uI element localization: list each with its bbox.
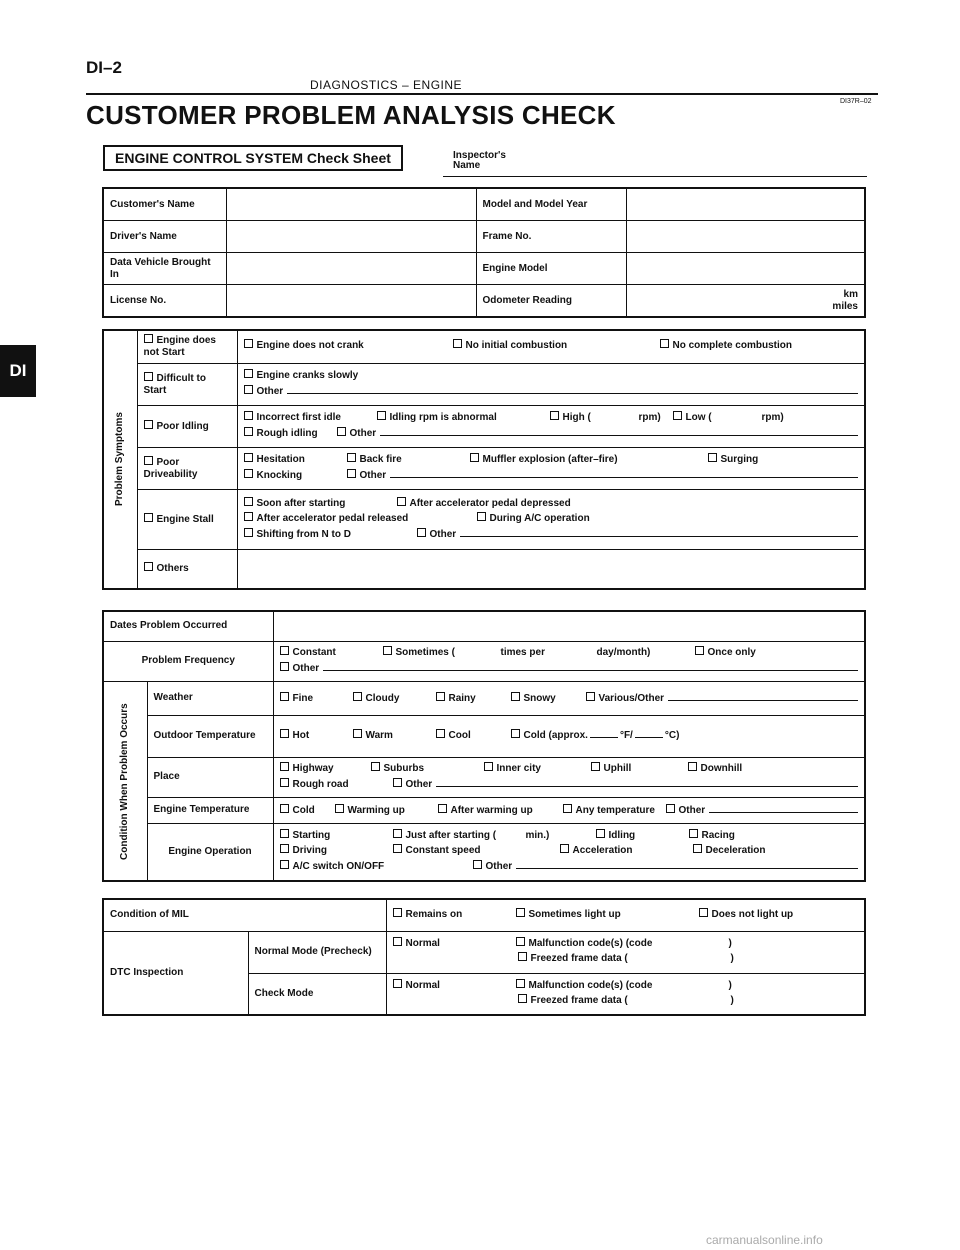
checkbox[interactable] <box>244 453 253 462</box>
option-label: Deceleration <box>705 845 766 857</box>
option-label: rpm) <box>761 412 784 423</box>
checkbox[interactable] <box>244 512 253 521</box>
option-label: Cloudy <box>365 692 400 704</box>
option-label: Sometimes ( <box>395 647 455 658</box>
checkbox[interactable] <box>280 778 289 787</box>
checkbox[interactable] <box>244 497 253 506</box>
checkbox[interactable] <box>660 339 669 348</box>
option-label: Others <box>156 563 189 575</box>
checkbox[interactable] <box>699 908 708 917</box>
option-label: Any temperature <box>575 804 655 816</box>
check-mode-label: Check Mode <box>248 973 386 1015</box>
checkbox[interactable] <box>393 937 402 946</box>
option-label: After accelerator pedal depressed <box>409 497 571 509</box>
option-label: Inner city <box>496 763 541 774</box>
checkbox[interactable] <box>693 844 702 853</box>
option-label: Normal <box>405 979 440 991</box>
checkbox[interactable] <box>383 646 392 655</box>
option-label: Other <box>485 861 513 873</box>
other-input-line[interactable] <box>516 859 858 869</box>
checkbox[interactable] <box>244 469 253 478</box>
option-label: ) <box>728 979 732 991</box>
option-label: Shifting from N to D <box>256 528 351 540</box>
frame-no-field[interactable] <box>626 221 865 253</box>
checkbox[interactable] <box>453 339 462 348</box>
engine-model-field[interactable] <box>626 253 865 285</box>
mil-dtc-table <box>102 898 866 1016</box>
condition-group-label: Condition When Problem Occurs <box>103 681 147 881</box>
option-label: High ( <box>562 412 591 423</box>
checkbox[interactable] <box>144 456 153 465</box>
option-label: Various/Other <box>598 692 665 704</box>
checkbox[interactable] <box>244 339 253 348</box>
difficult-to-start-option[interactable] <box>137 363 237 405</box>
option-label: Low ( <box>685 412 712 423</box>
page-title: CUSTOMER PROBLEM ANALYSIS CHECK <box>86 100 616 130</box>
checkbox[interactable] <box>280 729 289 738</box>
checkbox[interactable] <box>518 952 527 961</box>
option-label: Warming up <box>347 804 405 816</box>
checkbox[interactable] <box>688 762 697 771</box>
option-label: Malfunction code(s) (code <box>528 979 653 991</box>
option-label: Knocking <box>256 470 303 481</box>
option-label: After accelerator pedal released <box>256 512 409 524</box>
other-input-line[interactable] <box>390 468 858 478</box>
option-label: After warming up <box>450 804 533 816</box>
option-label: Other <box>349 428 377 439</box>
checkbox[interactable] <box>244 369 253 378</box>
other-input-line[interactable] <box>460 527 858 537</box>
option-label: Surging <box>720 454 759 465</box>
license-no-field[interactable] <box>226 285 476 318</box>
checkbox[interactable] <box>511 729 520 738</box>
checkbox[interactable] <box>244 427 253 436</box>
header-rule <box>86 93 878 95</box>
option-label: Poor Driveability <box>143 456 198 480</box>
license-no-label: License No. <box>103 285 226 318</box>
checkbox[interactable] <box>518 994 527 1003</box>
checkbox[interactable] <box>560 844 569 853</box>
option-label: Constant speed <box>405 845 481 857</box>
option-label: Other <box>256 386 284 397</box>
other-input-line[interactable] <box>287 384 858 394</box>
checkbox[interactable] <box>591 762 600 771</box>
conditions-table <box>102 610 866 882</box>
page-number: DI–2 <box>86 58 122 77</box>
option-label: Highway <box>292 763 334 774</box>
option-label: Sometimes light up <box>528 908 621 920</box>
date-brought-label: Data Vehicle Brought In <box>103 253 226 285</box>
checkbox[interactable] <box>280 662 289 671</box>
option-label: Other <box>292 663 320 674</box>
checkbox[interactable] <box>353 692 362 701</box>
option-label: Malfunction code(s) (code <box>528 938 653 949</box>
option-label: Rainy <box>448 692 476 704</box>
option-label: A/C switch ON/OFF <box>292 861 385 873</box>
checkbox[interactable] <box>689 829 698 838</box>
engine-stall-option[interactable] <box>137 489 237 549</box>
poor-driveability-option[interactable] <box>137 447 237 489</box>
problem-symptoms-label: Problem Symptoms <box>103 330 137 589</box>
checkbox[interactable] <box>144 372 153 381</box>
checkbox[interactable] <box>470 453 479 462</box>
checkbox[interactable] <box>438 804 447 813</box>
other-input-line[interactable] <box>436 777 858 787</box>
option-label: Other <box>405 779 433 790</box>
others-option[interactable] <box>137 549 237 589</box>
checkbox[interactable] <box>347 453 356 462</box>
option-label: Difficult to Start <box>143 372 206 396</box>
inspector-label: Inspector's Name <box>453 150 506 171</box>
driver-name-field[interactable] <box>226 221 476 253</box>
engine-operation-label: Engine Operation <box>147 823 273 881</box>
option-label: °C) <box>664 729 680 741</box>
option-label: Cool <box>448 729 471 741</box>
dates-problem-label: Dates Problem Occurred <box>103 611 273 641</box>
checkbox[interactable] <box>516 937 525 946</box>
checkbox[interactable] <box>708 453 717 462</box>
engine-does-not-start-option[interactable] <box>137 330 237 363</box>
option-label: Idling <box>608 830 636 842</box>
checkbox[interactable] <box>144 420 153 429</box>
option-label: Racing <box>701 830 735 842</box>
option-label: Constant <box>292 647 336 658</box>
option-label: ) <box>728 938 732 949</box>
option-label: Warm <box>365 729 393 741</box>
checkbox[interactable] <box>550 411 559 420</box>
checkbox[interactable] <box>144 513 153 522</box>
model-year-label: Model and Model Year <box>476 188 626 221</box>
checkbox[interactable] <box>511 692 520 701</box>
option-label: rpm) <box>638 412 661 423</box>
checkbox[interactable] <box>280 646 289 655</box>
checkbox[interactable] <box>393 908 402 917</box>
fahrenheit-input[interactable] <box>590 729 618 738</box>
checkbox[interactable] <box>393 778 402 787</box>
option-label: During A/C operation <box>489 512 590 524</box>
unit-km: km <box>843 288 858 300</box>
checkbox[interactable] <box>393 979 402 988</box>
option-label: day/month) <box>596 647 651 658</box>
option-label: Fine <box>292 692 314 704</box>
option-label: Soon after starting <box>256 497 346 509</box>
option-label: Normal <box>405 938 440 949</box>
checkbox[interactable] <box>436 729 445 738</box>
checkbox[interactable] <box>280 762 289 771</box>
option-label: Idling rpm is abnormal <box>389 412 497 423</box>
option-label: Downhill <box>700 763 743 774</box>
checkbox[interactable] <box>516 908 525 917</box>
checkbox[interactable] <box>695 646 704 655</box>
checkbox[interactable] <box>397 497 406 506</box>
option-label: Once only <box>707 647 756 658</box>
section-header: DIAGNOSTICS – ENGINE <box>310 78 463 92</box>
footer-watermark: carmanualsonline.info <box>706 1233 823 1247</box>
option-label: No complete combustion <box>672 340 792 352</box>
option-label: Other <box>429 528 457 540</box>
checkbox[interactable] <box>280 804 289 813</box>
dtc-inspection-label: DTC Inspection <box>103 931 248 1015</box>
checkbox[interactable] <box>393 844 402 853</box>
option-label: Engine does not Start <box>143 335 216 359</box>
checkbox[interactable] <box>377 411 386 420</box>
poor-idling-option[interactable] <box>137 405 237 447</box>
weather-label: Weather <box>147 681 273 715</box>
checkbox[interactable] <box>280 692 289 701</box>
model-year-field[interactable] <box>626 188 865 221</box>
checkbox[interactable] <box>280 829 289 838</box>
option-label: Other <box>359 470 387 481</box>
section-badge: DI <box>0 345 36 397</box>
inspector-name-line[interactable] <box>443 176 867 177</box>
option-label: ) <box>730 994 734 1006</box>
customer-info-table <box>102 187 866 318</box>
celsius-input[interactable] <box>635 729 663 738</box>
option-label: Poor Idling <box>156 420 209 432</box>
condition-of-mil-label: Condition of MIL <box>103 899 386 931</box>
problem-symptoms-table <box>102 329 866 590</box>
option-label: min.) <box>525 830 550 842</box>
option-label: Freezed frame data ( <box>530 953 628 964</box>
frame-no-label: Frame No. <box>476 221 626 253</box>
option-label: Engine cranks slowly <box>256 370 359 381</box>
checkbox[interactable] <box>280 844 289 853</box>
option-label: Starting <box>292 830 331 842</box>
checkbox[interactable] <box>666 804 675 813</box>
option-label: Hot <box>292 729 310 741</box>
option-label: Cold (approx. <box>523 729 588 741</box>
option-label: °F/ <box>619 729 633 741</box>
checkbox[interactable] <box>280 860 289 869</box>
other-input-line[interactable] <box>709 803 858 813</box>
engine-temperature-label: Engine Temperature <box>147 797 273 823</box>
checkbox[interactable] <box>516 979 525 988</box>
option-label: Does not light up <box>711 908 794 920</box>
checkbox[interactable] <box>393 829 402 838</box>
option-label: Freezed frame data ( <box>530 994 628 1006</box>
checkbox[interactable] <box>244 385 253 394</box>
checkbox[interactable] <box>335 804 344 813</box>
checkbox[interactable] <box>436 692 445 701</box>
option-label: times per <box>500 647 545 658</box>
normal-mode-label: Normal Mode (Precheck) <box>248 931 386 973</box>
option-label: Other <box>678 804 706 816</box>
option-label: Snowy <box>523 692 556 704</box>
checkbox[interactable] <box>473 860 482 869</box>
unit-miles: miles <box>832 300 858 312</box>
driver-name-label: Driver's Name <box>103 221 226 253</box>
checkbox[interactable] <box>244 411 253 420</box>
checkbox[interactable] <box>586 692 595 701</box>
option-label: Rough road <box>292 779 349 790</box>
option-label: No initial combustion <box>465 340 568 352</box>
customer-name-label: Customer's Name <box>103 188 226 221</box>
checkbox[interactable] <box>484 762 493 771</box>
option-label: Engine does not crank <box>256 340 364 352</box>
checkbox[interactable] <box>347 469 356 478</box>
checkbox[interactable] <box>563 804 572 813</box>
option-label: Back fire <box>359 454 402 465</box>
date-brought-field[interactable] <box>226 253 476 285</box>
option-label: Acceleration <box>572 845 633 857</box>
other-input-line[interactable] <box>668 691 858 701</box>
option-label: Muffler explosion (after–fire) <box>482 454 618 465</box>
odometer-field[interactable] <box>626 285 865 318</box>
option-label: ) <box>730 953 734 964</box>
checkbox[interactable] <box>144 562 153 571</box>
problem-frequency-label: Problem Frequency <box>103 641 273 681</box>
option-label: Engine Stall <box>156 513 214 525</box>
option-label: Cold <box>292 804 315 816</box>
other-input-line[interactable] <box>380 426 858 436</box>
others-field[interactable] <box>237 549 865 589</box>
checkbox[interactable] <box>353 729 362 738</box>
other-input-line[interactable] <box>323 661 858 671</box>
option-label: Suburbs <box>383 763 425 774</box>
customer-name-field[interactable] <box>226 188 476 221</box>
engine-model-label: Engine Model <box>476 253 626 285</box>
checkbox[interactable] <box>371 762 380 771</box>
outdoor-temperature-label: Outdoor Temperature <box>147 715 273 757</box>
option-label: Just after starting ( <box>405 830 497 842</box>
checkbox[interactable] <box>337 427 346 436</box>
option-label: Uphill <box>603 763 632 774</box>
sheet-label: ENGINE CONTROL SYSTEM Check Sheet <box>103 145 403 171</box>
checkbox[interactable] <box>673 411 682 420</box>
dates-problem-field[interactable] <box>273 611 865 641</box>
option-label: Driving <box>292 845 327 857</box>
checkbox[interactable] <box>596 829 605 838</box>
option-label: Remains on <box>405 908 463 920</box>
place-label: Place <box>147 757 273 797</box>
option-label: Incorrect first idle <box>256 412 341 423</box>
document-code: DI37R–02 <box>840 98 872 105</box>
checkbox[interactable] <box>244 528 253 537</box>
odometer-label: Odometer Reading <box>476 285 626 318</box>
option-label: Hesitation <box>256 454 305 465</box>
checkbox[interactable] <box>417 528 426 537</box>
checkbox[interactable] <box>477 512 486 521</box>
option-label: Rough idling <box>256 428 318 439</box>
checkbox[interactable] <box>144 334 153 343</box>
